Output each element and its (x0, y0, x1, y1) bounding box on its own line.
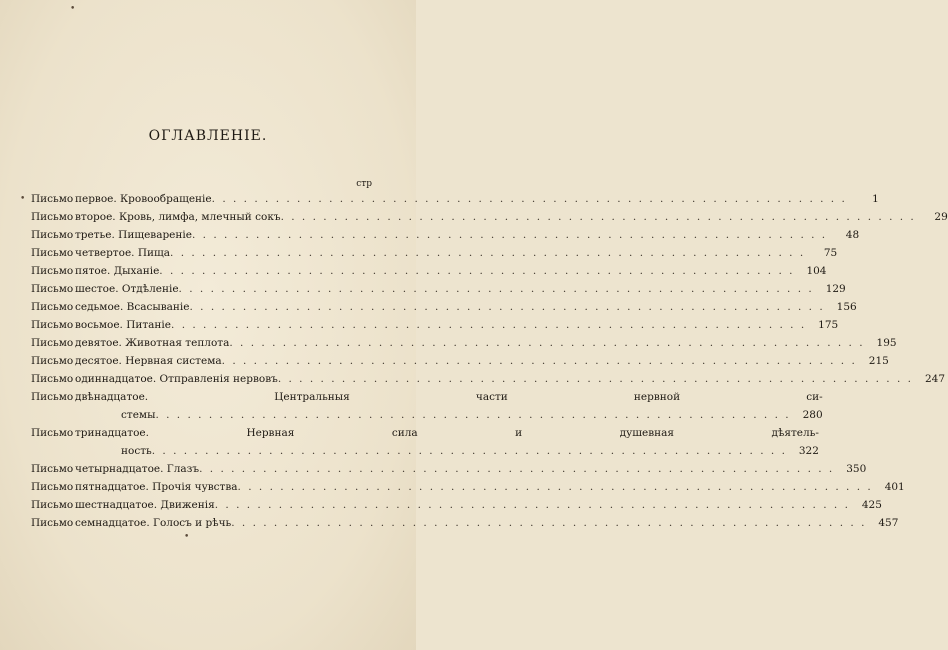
toc-entry-label: Письмо (31, 427, 74, 439)
toc-entry-page: 247 (924, 373, 945, 385)
toc-entry-label: Письмо (31, 319, 74, 331)
toc-entry-page: 401 (884, 481, 905, 493)
toc-entry-label: Письмо (31, 517, 74, 529)
toc-entry-page: 156 (836, 301, 857, 313)
toc-entry-label: Письмо (31, 391, 74, 403)
toc-entry-title: тринадцатое. Нервная сила и душевная дѣятель- (75, 427, 819, 439)
toc-entry-label: Письмо (31, 463, 74, 475)
toc-entry-label: Письмо (31, 373, 74, 385)
dot-leader: . . . . . . . . . . . . . . . . . . . . . . . . . . . . . . . . . . . . . . . . . . . . . . . . . . . . . . . . . . . . (159, 265, 795, 277)
ink-speck: • (184, 532, 190, 542)
margin-mark: • (20, 194, 26, 204)
toc-entry-page: 129 (825, 283, 846, 295)
toc-entry-page: 104 (806, 265, 827, 277)
toc-entry (31, 280, 846, 298)
toc-entry-page: 425 (861, 499, 882, 511)
toc-entry-page: 195 (876, 337, 897, 349)
toc-entry-title: четвертое. Пища (75, 247, 171, 259)
toc-entry-title: семнадцатое. Голосъ и рѣчь (75, 517, 232, 529)
dot-leader: . . . . . . . . . . . . . . . . . . . . . . . . . . . . . . . . . . . . . . . . . . . . . . . . . . . . . . . . . . . . (191, 229, 828, 241)
toc-entry (31, 514, 899, 532)
toc-entry-title: ность (121, 445, 152, 457)
toc-entry-page: 175 (818, 319, 839, 331)
toc-entry-page: 75 (823, 247, 838, 259)
toc-entry (31, 370, 945, 388)
ink-speck: • (70, 4, 76, 14)
toc-entry-label: Письмо (31, 229, 74, 241)
dot-leader: . . . . . . . . . . . . . . . . . . . . . . . . . . . . . . . . . . . . . . . . . . . . . . . . . . . . . . . . . . . . (170, 247, 806, 259)
toc-entry-page: 1 (872, 193, 879, 205)
toc-entry-title: десятое. Нервная система (75, 355, 222, 367)
toc-entry (31, 424, 819, 460)
toc-entry-page: 280 (802, 409, 823, 421)
page-column-header: стр (356, 179, 372, 189)
toc-entry-page: 350 (846, 463, 867, 475)
dot-leader: . . . . . . . . . . . . . . . . . . . . . . . . . . . . . . . . . . . . . . . . . . . . . . . . . . . . . . . . . . . . (280, 211, 916, 223)
dot-leader: . . . . . . . . . . . . . . . . . . . . . . . . . . . . . . . . . . . . . . . . . . . . . . . . . . . . . . . . . . . . (229, 337, 865, 349)
toc-entry (31, 352, 889, 370)
dot-leader: . . . . . . . . . . . . . . . . . . . . . . . . . . . . . . . . . . . . . . . . . . . . . . . . . . . . . . . . . . . . (231, 517, 867, 529)
toc-entry-label: Письмо (31, 193, 74, 205)
toc-entry (31, 316, 839, 334)
toc-entry (31, 208, 948, 226)
toc-entry-title: двѣнадцатое. Центральныя части нервной си- (75, 391, 823, 403)
toc-entry-title: девятое. Животная теплота (75, 337, 230, 349)
toc-entry-title: седьмое. Всасываніе (75, 301, 190, 313)
toc-entry (31, 478, 905, 496)
table-of-contents (31, 190, 948, 532)
toc-entry-page: 29 (934, 211, 948, 223)
toc-entry-title: одиннадцатое. Отправленія нервовъ (75, 373, 278, 385)
toc-entry-page: 322 (798, 445, 819, 457)
toc-entry (31, 388, 823, 424)
toc-entry-title: второе. Кровь, лимфа, млечный сокъ (75, 211, 281, 223)
toc-entry-label: Письмо (31, 247, 74, 259)
toc-entry-title: пятнадцатое. Прочія чувства (75, 481, 238, 493)
dot-leader: . . . . . . . . . . . . . . . . . . . . . . . . . . . . . . . . . . . . . . . . . . . . . . . . . . . . . . . . . . . . (178, 283, 814, 295)
toc-entry-label: Письмо (31, 211, 74, 223)
dot-leader: . . . . . . . . . . . . . . . . . . . . . . . . . . . . . . . . . . . . . . . . . . . . . . . . . . . . . . . . . . . . (277, 373, 913, 385)
toc-entry-label: Письмо (31, 337, 74, 349)
dot-leader: . . . . . . . . . . . . . . . . . . . . . . . . . . . . . . . . . . . . . . . . . . . . . . . . . . . . . . . . . . . . (211, 193, 847, 205)
dot-leader: . . . . . . . . . . . . . . . . . . . . . . . . . . . . . . . . . . . . . . . . . . . . . . . . . . . . . . . . . . . . (237, 481, 873, 493)
toc-entry (31, 496, 882, 514)
toc-entry-title: пятое. Дыханіе (75, 265, 160, 277)
toc-entry-title: четырнадцатое. Глазъ (75, 463, 200, 475)
toc-entry (31, 262, 827, 280)
toc-entry (31, 298, 857, 316)
toc-entry-title: шестнадцатое. Движенія (75, 499, 215, 511)
toc-entry-title: третье. Пищевареніе (75, 229, 192, 241)
toc-entry-title: стемы (121, 409, 156, 421)
dot-leader: . . . . . . . . . . . . . . . . . . . . . . . . . . . . . . . . . . . . . . . . . . . . . . . . . . . . . . . . . . . . (155, 409, 791, 421)
toc-entry-page: 215 (868, 355, 889, 367)
toc-entry (31, 226, 860, 244)
toc-entry-page: 457 (878, 517, 899, 529)
toc-entry-label: Письмо (31, 499, 74, 511)
toc-entry (31, 460, 867, 478)
toc-entry-title: восьмое. Питаніе (75, 319, 172, 331)
dot-leader: . . . . . . . . . . . . . . . . . . . . . . . . . . . . . . . . . . . . . . . . . . . . . . . . . . . . . . . . . . . . (151, 445, 787, 457)
toc-entry-label: Письмо (31, 301, 74, 313)
toc-entry (31, 334, 897, 352)
page-title: ОГЛАВЛЕНІЕ. (148, 128, 268, 144)
toc-entry (31, 244, 838, 262)
toc-entry-label: Письмо (31, 481, 74, 493)
toc-entry (31, 190, 879, 208)
toc-entry-label: Письмо (31, 283, 74, 295)
dot-leader: . . . . . . . . . . . . . . . . . . . . . . . . . . . . . . . . . . . . . . . . . . . . . . . . . . . . . . . . . . . . (221, 355, 857, 367)
toc-entry-label: Письмо (31, 265, 74, 277)
toc-entry-label: Письмо (31, 355, 74, 367)
dot-leader: . . . . . . . . . . . . . . . . . . . . . . . . . . . . . . . . . . . . . . . . . . . . . . . . . . . . . . . . . . . . (199, 463, 835, 475)
toc-entry-title: шестое. Отдѣленіе (75, 283, 179, 295)
dot-leader: . . . . . . . . . . . . . . . . . . . . . . . . . . . . . . . . . . . . . . . . . . . . . . . . . . . . . . . . . . . . (214, 499, 850, 511)
toc-entry-title: первое. Кровообращеніе (75, 193, 212, 205)
dot-leader: . . . . . . . . . . . . . . . . . . . . . . . . . . . . . . . . . . . . . . . . . . . . . . . . . . . . . . . . . . . . (189, 301, 825, 313)
dot-leader: . . . . . . . . . . . . . . . . . . . . . . . . . . . . . . . . . . . . . . . . . . . . . . . . . . . . . . . . . . . . (171, 319, 807, 331)
toc-entry-page: 48 (845, 229, 860, 241)
